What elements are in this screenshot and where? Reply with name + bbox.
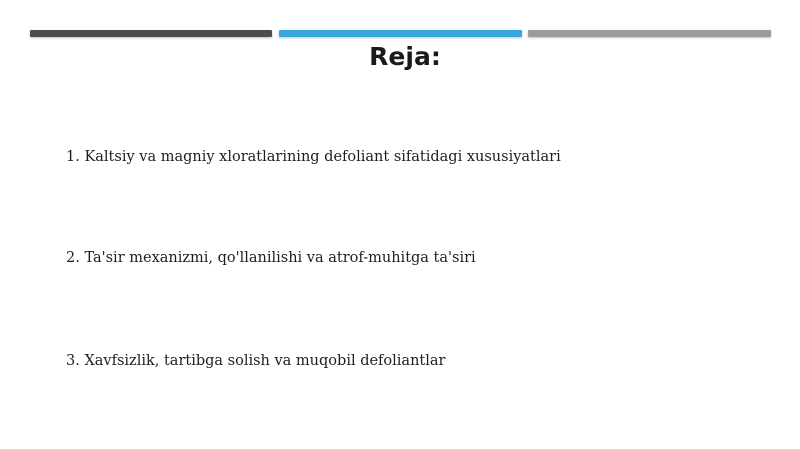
plan-item: 1. Kaltsiy va magniy xloratlarining defoliant sifatidagi xususiyatlari [66,149,561,165]
plan-item: 3. Xavfsizlik, tartibga solish va muqobil defoliantlar [66,353,446,369]
slide-title: Reja: [369,42,441,71]
plan-item: 2. Ta'sir mexanizmi, qo'llanilishi va atrof-muhitga ta'siri [66,250,476,266]
accent-bar-light-gray [528,30,771,37]
accent-bar-dark-gray [30,30,272,37]
accent-bar-blue [279,30,522,37]
header-accent-bars [30,30,771,38]
